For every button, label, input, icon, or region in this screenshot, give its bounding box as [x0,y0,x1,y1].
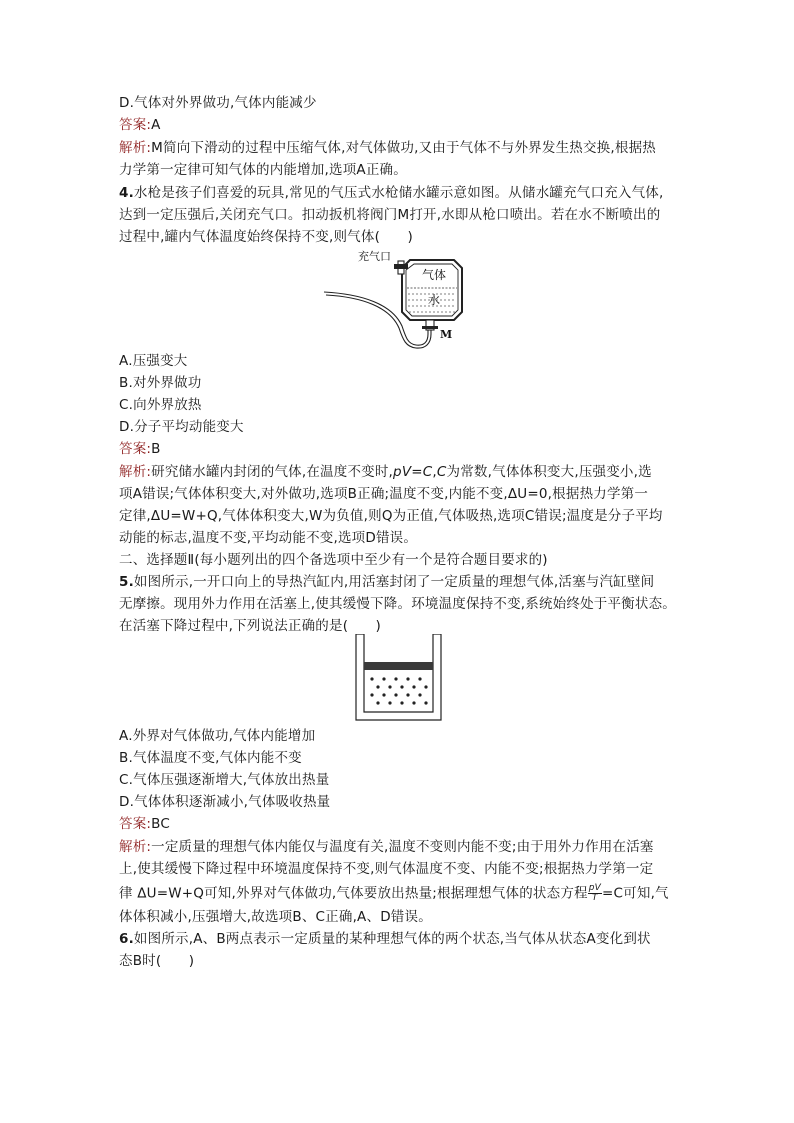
section-heading: 二、选择题Ⅱ(每小题列出的四个备选项中至少有一个是符合题目要求的) [119,552,548,568]
q4-analysis-line: 定律,ΔU=W+Q,气体体积变大,W为负值,则Q为正值,气体吸热,选项C错误;温度是分子平均 [119,508,663,524]
q6-stem [119,930,679,948]
question-number: 4. [119,185,134,201]
q4-analysis-line: 动能的标志,温度不变,平均动能不变,选项D错误。 [119,530,418,546]
fraction-denominator: T [592,893,598,903]
analysis-label: 解析: [119,140,152,156]
gas-molecules [370,677,427,704]
answer-value: BC [151,816,171,832]
q4-option-d: D.分子平均动能变大 [119,419,244,435]
q4-analysis-line: 项A错误;气体体积变大,对外做功,选项B正确;温度不变,内能不变,ΔU=0,根据热力学第一 [119,486,649,502]
q4-option-c: C.向外界放热 [119,397,202,413]
cylinder-piston-diagram [355,634,443,722]
answer-label: 答案: [119,816,152,832]
analysis-label: 解析: [119,464,152,480]
fraction-numerator: pV [588,883,602,893]
answer-value: B [151,441,161,457]
stem-text: 水枪是孩子们喜爱的玩具,常见的气压式水枪储水罐示意如图。从储水罐充气口充入气体, [133,185,664,201]
q5-stem: 在活塞下降过程中,下列说法正确的是( ) [119,618,382,634]
answer-label: 答案: [119,441,152,457]
q5-answer [119,815,679,833]
answer-value: A [151,117,161,133]
cylinder-piston-figure [355,634,443,722]
analysis-text: 一定质量的理想气体内能仅与温度有关,温度不变则内能不变;由于用外力作用在活塞 [151,839,654,855]
q5-option-a: A.外界对气体做功,气体内能增加 [119,728,316,744]
q4-answer [119,440,679,458]
analysis-text: 研究储水罐内封闭的气体,在温度不变时, [151,464,394,480]
q5-stem [119,573,679,591]
answer-label: 答案: [119,117,152,133]
q3-option-d: D.气体对外界做功,气体内能减少 [119,95,317,111]
water-label: 水 [428,293,441,307]
q6-stem: 态B时( ) [119,953,195,969]
water-gun-tank-figure [322,246,470,352]
analysis-text: =C可知,气 [602,885,669,902]
formula: pV=C [393,464,433,480]
inlet-label: 充气口 [358,250,391,263]
gas-label: 气体 [422,268,447,282]
stem-text: 如图所示,A、B两点表示一定质量的某种理想气体的两个状态,当气体从状态A变化到状 [133,931,651,947]
q4-stem: 过程中,罐内气体温度始终保持不变,则气体( ) [119,229,413,245]
analysis-text: M简向下滑动的过程中压缩气体,对气体做功,又由于气体不与外界发生热交换,根据热 [151,140,656,156]
q3-analysis-line [119,139,679,157]
water-gun-tank-diagram [322,246,470,352]
q4-stem: 达到一定压强后,关闭充气口。扣动扳机将阀门M打开,水即从枪口喷出。若在水不断喷出的 [119,207,661,223]
valve-label: M [440,328,453,341]
q5-stem: 无摩擦。现用外力作用在活塞上,使其缓慢下降。环境温度保持不变,系统始终处于平衡状态。 [119,596,676,612]
q5-analysis-line: 上,使其缓慢下降过程中环境温度保持不变,则气体温度不变、内能不变;根据热力学第一定 [119,861,654,877]
q5-option-c: C.气体压强逐渐增大,气体放出热量 [119,772,330,788]
q3-analysis-line: 力学第一定律可知气体的内能增加,选项A正确。 [119,162,407,178]
stem-text: 如图所示,一开口向上的导热汽缸内,用活塞封闭了一定质量的理想气体,活塞与汽缸壁间 [133,574,655,590]
analysis-text: 为常数,气体体积变大,压强变小,选 [446,464,652,480]
question-number: 6. [119,931,134,947]
analysis-text: , [432,464,437,480]
q4-stem [119,184,679,202]
q4-analysis-line [119,463,679,481]
analysis-text: 律 ΔU=W+Q可知,外界对气体做功,气体要放出热量;根据理想气体的状态方程 [119,885,588,902]
formula: C [436,464,447,480]
q5-option-d: D.气体体积逐渐减小,气体吸收热量 [119,794,331,810]
question-number: 5. [119,574,134,590]
q4-option-a: A.压强变大 [119,353,188,369]
q5-option-b: B.气体温度不变,气体内能不变 [119,750,302,766]
analysis-label: 解析: [119,839,152,855]
q5-analysis-line [119,838,679,856]
q5-analysis-line: 体体积减小,压强增大,故选项B、C正确,A、D错误。 [119,909,432,925]
q3-answer [119,116,679,134]
q5-analysis-line [119,884,679,903]
q4-option-b: B.对外界做功 [119,375,202,391]
state-equation-fraction [588,884,602,903]
